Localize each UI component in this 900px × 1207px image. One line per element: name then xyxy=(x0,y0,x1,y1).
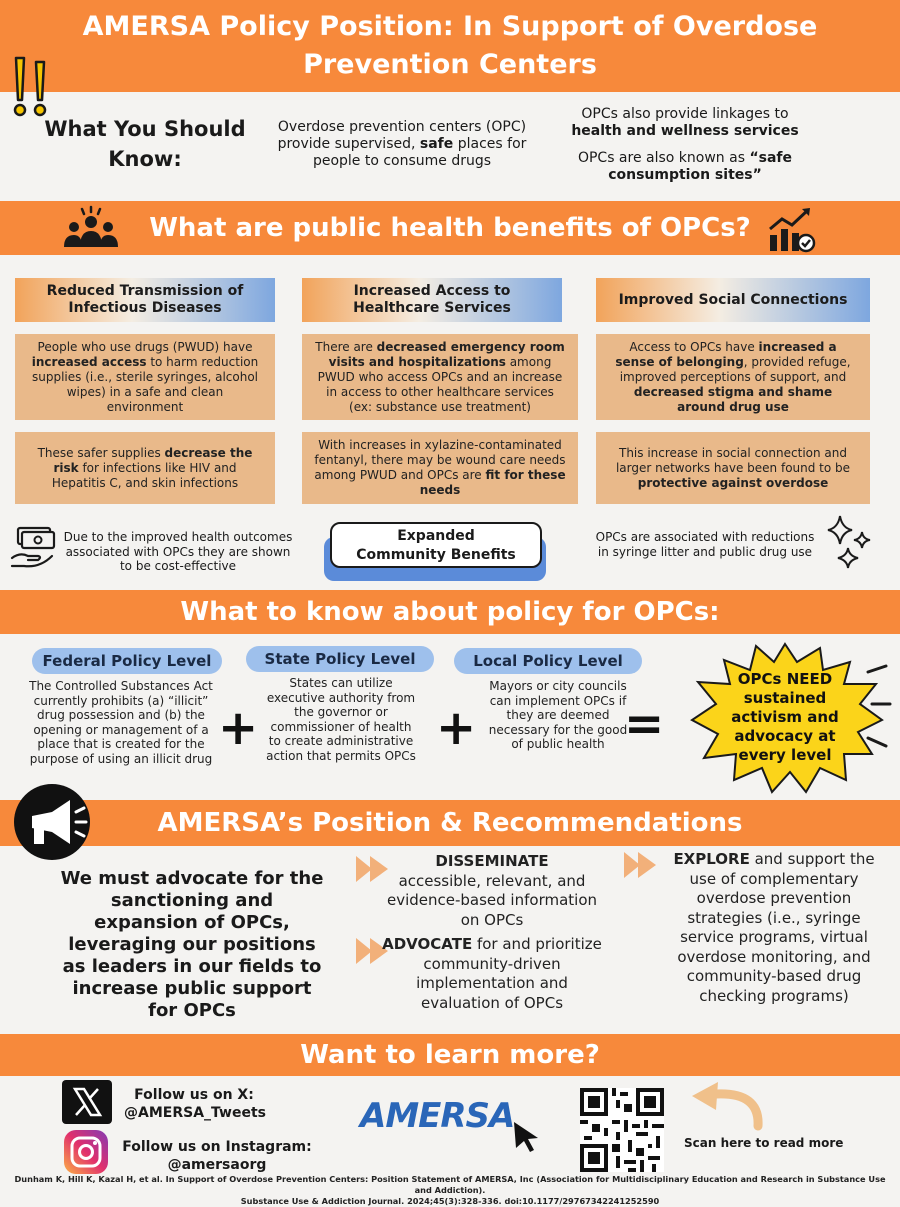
state-policy-label: State Policy Level xyxy=(246,646,434,672)
burst-text: OPCs NEED sustained activism and advocacy at every level xyxy=(731,670,839,764)
benefit-box-infectious-access: People who use drugs (PWUD) have increased access to harm reduction supplies (i.e., sterile syringes, alcohol wipes) in a safe and clean environment xyxy=(15,334,275,420)
community-cost-effective: Due to the improved health outcomes associated with OPCs they are shown to be cost-effective xyxy=(63,530,293,573)
benefit-box-social-protective: This increase in social connection and larger networks have been found to be protective against overdose xyxy=(596,432,870,504)
benefit-header-infectious: Reduced Transmission of Infectious Diseases xyxy=(15,278,275,322)
state-policy-text: States can utilize executive authority from the governor or commissioner of health to create administrative action that permits OPCs xyxy=(266,676,416,763)
burst-accent-lines xyxy=(864,664,894,764)
megaphone-icon xyxy=(12,782,92,862)
exclamation-icon xyxy=(8,56,54,120)
position-banner xyxy=(0,800,900,846)
double-arrow-icon xyxy=(624,852,664,878)
recommendation-disseminate: DISSEMINATE accessible, relevant, and evidence-based information on OPCs xyxy=(386,852,598,929)
equals-sign: = xyxy=(624,696,665,752)
local-policy-label: Local Policy Level xyxy=(454,648,642,674)
benefit-header-social: Improved Social Connections xyxy=(596,278,870,322)
title-line-2: Prevention Centers xyxy=(303,49,597,80)
federal-policy-label: Federal Policy Level xyxy=(32,648,222,674)
community-syringe-litter: OPCs are associated with reductions in syringe litter and public drug use xyxy=(595,530,815,559)
x-follow[interactable]: Follow us on X: @AMERSA_Tweets xyxy=(124,1087,266,1121)
title-banner xyxy=(0,0,900,92)
amersa-logo: AMERSA xyxy=(360,1096,515,1136)
benefit-box-infectious-risk: These safer supplies decrease the risk for infections like HIV and Hepatitis C, and skin infections xyxy=(15,432,275,504)
money-hand-icon xyxy=(10,524,56,570)
intro-opc-linkages: OPCs also provide linkages to health and wellness services OPCs are also known as “safe consumption sites” xyxy=(571,106,799,183)
cursor-icon xyxy=(512,1120,542,1154)
benefits-heading: What are public health benefits of OPCs? xyxy=(149,213,751,243)
growth-chart-icon xyxy=(766,207,816,253)
intro-section xyxy=(0,92,900,201)
policy-heading: What to know about policy for OPCs: xyxy=(180,597,720,627)
intro-opc-definition: Overdose prevention centers (OPC) provide supervised, safe places for people to consume drugs xyxy=(277,119,527,169)
people-group-icon xyxy=(62,205,120,249)
local-policy-text: Mayors or city councils can implement OPCs if they are deemed necessary for the good of public health xyxy=(488,679,628,751)
sparkle-icon xyxy=(826,514,874,570)
recommendation-advocate: ADVOCATE for and prioritize community-driven implementation and evaluation of OPCs xyxy=(382,935,602,1012)
benefits-banner xyxy=(0,201,900,255)
instagram-follow[interactable]: Follow us on Instagram: @amersaorg xyxy=(122,1139,312,1173)
position-statement: We must advocate for the sanctioning and expansion of OPCs, leveraging our positions as leaders in our fields to increase public support for OPCs xyxy=(60,868,324,1021)
position-heading: AMERSA’s Position & Recommendations xyxy=(157,808,743,838)
qr-code[interactable] xyxy=(580,1088,664,1172)
instagram-icon[interactable] xyxy=(62,1128,110,1176)
benefit-header-healthcare: Increased Access to Healthcare Services xyxy=(302,278,562,322)
benefit-box-healthcare-xylazine: With increases in xylazine-contaminated fentanyl, there may be wound care needs among PWUD and OPCs are fit for these needs xyxy=(302,432,578,504)
plus-sign-2: + xyxy=(436,700,477,756)
recommendation-explore: EXPLORE and support the use of complementary overdose prevention strategies (i.e., syringe service programs, virtual overdose monitoring, and community-based drug checking programs) xyxy=(673,850,875,1005)
benefit-box-healthcare-er: There are decreased emergency room visits and hospitalizations among PWUD who access OPCs and an increase in access to other healthcare services (ex: substance use treatment) xyxy=(302,334,578,420)
intro-heading: What You Should Know: xyxy=(44,117,246,171)
federal-policy-text: The Controlled Substances Act currently prohibits (a) “illicit” drug possession and (b) the opening or management of a place that is created for the purpose of using an illicit drug xyxy=(29,679,213,766)
curved-arrow-icon xyxy=(686,1082,766,1130)
plus-sign-1: + xyxy=(218,700,259,756)
learn-banner xyxy=(0,1034,900,1076)
title-line-1: AMERSA Policy Position: In Support of Overdose xyxy=(82,11,818,42)
scan-here-label: Scan here to read more xyxy=(684,1136,844,1150)
citation: Dunham K, Hill K, Kazal H, et al. In Support of Overdose Prevention Centers: Position Statement of AMERSA, Inc (Association for Multidisciplinary Education and Research in Substance Use and Addiction). Substance Use & Addiction Journal. 2024;45(3):328-336. doi:10.1177/29767342241252590 xyxy=(14,1174,886,1206)
community-benefits-label: Expanded Community Benefits xyxy=(330,522,542,568)
x-logo-icon[interactable] xyxy=(62,1080,112,1124)
learn-heading: Want to learn more? xyxy=(300,1040,600,1070)
policy-banner xyxy=(0,590,900,634)
benefit-box-social-belonging: Access to OPCs have increased a sense of belonging, provided refuge, improved perceptions of support, and decreased stigma and shame around drug use xyxy=(596,334,870,420)
